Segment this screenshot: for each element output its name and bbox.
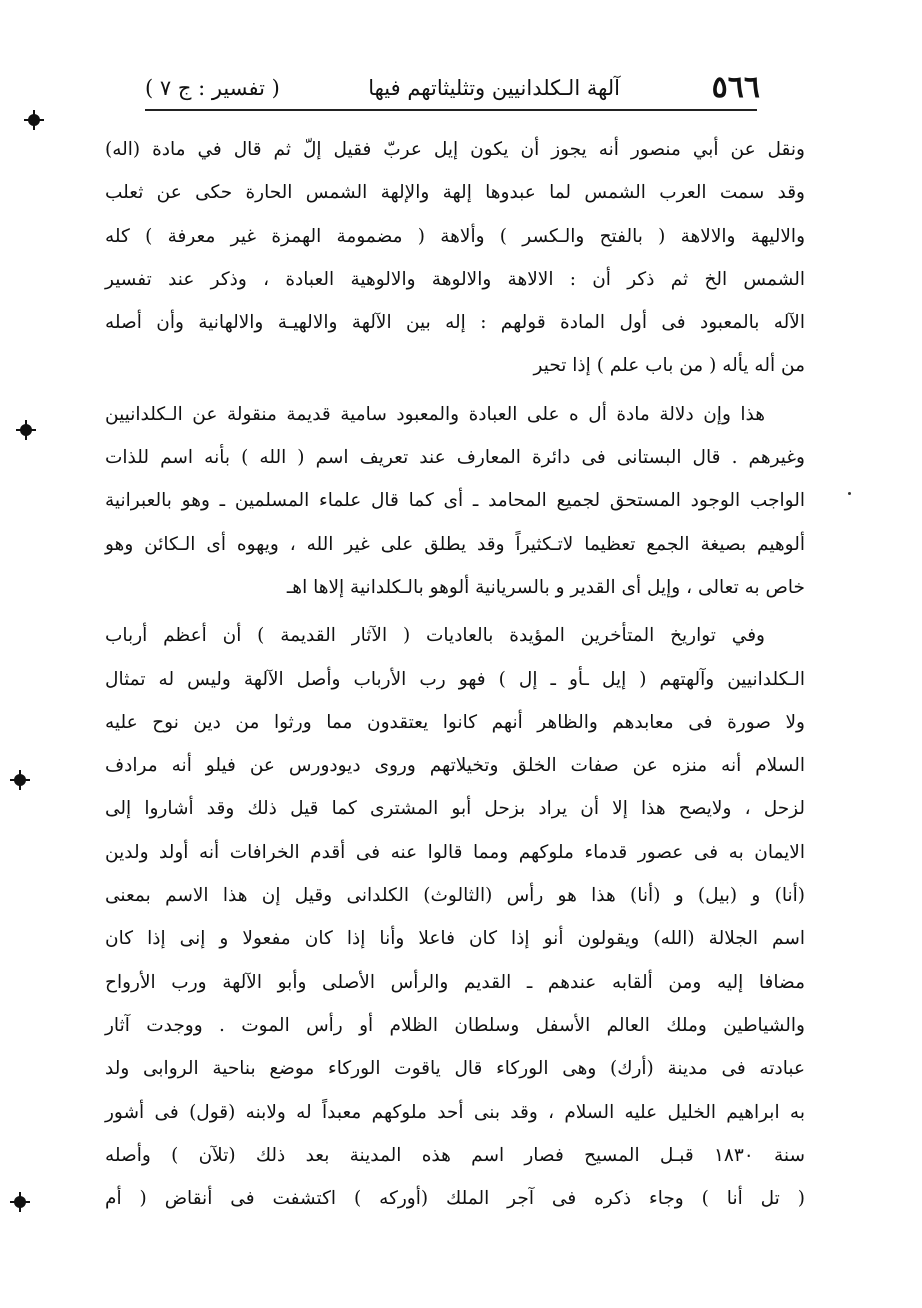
text-line: خاص به تعالى ، وإيل أى القدير و بالسريانية ألوهو بالـكلدانية إلاها اهـ bbox=[286, 576, 805, 598]
text-line: من أله يأله ( من باب علم ) إذا تحير bbox=[533, 355, 805, 377]
text-line: الآله بالمعبود فى أول المادة قولهم : إله بين الآلهة والالهيـة والالهانية وأن أصله bbox=[105, 312, 805, 334]
text-line: الواجب الوجود المستحق لجميع المحامد ـ أى كما قال علماء المسلمين ـ وهو بالعبرانية bbox=[105, 490, 805, 512]
scan-speck bbox=[848, 492, 851, 495]
page-number: ٥٦٦ bbox=[711, 70, 760, 105]
book-reference: ( تفسير : ج ٧ ) bbox=[145, 76, 280, 100]
paragraph bbox=[105, 393, 805, 609]
text-line: وغيرهم . قال البستانى فى دائرة المعارف عند تعريف اسم ( الله ) بأنه اسم للذات bbox=[105, 447, 805, 469]
body-text bbox=[105, 128, 805, 1225]
paragraph bbox=[105, 128, 805, 388]
margin-ink-mark bbox=[20, 424, 32, 436]
text-line: الايمان به فى عصور قدماء ملوكهم ومما قالوا عنه فى أقدم الخرافات أنه أولد ولدين bbox=[105, 841, 805, 863]
text-line: الشمس الخ ثم ذكر أن : الالاهة والالوهة والالوهية العبادة ، وذكر عند تفسير bbox=[105, 268, 805, 290]
margin-ink-mark bbox=[28, 114, 40, 126]
text-line: عبادته فى مدينة (أرك) وهى الوركاء قال ياقوت الوركاء موضع بناحية الروابى ولد bbox=[105, 1058, 805, 1080]
text-line: وقد سمت العرب الشمس لما عبدوها إلهة والإلهة الشمس الحارة حكى عن ثعلب bbox=[105, 182, 805, 204]
paragraph bbox=[105, 614, 805, 1220]
text-line: مضافا إليه ومن ألقابه عندهم ـ القديم والرأس الأصلى وأبو الآلهة ورب الأرواح bbox=[105, 971, 805, 993]
header-rule bbox=[145, 109, 757, 111]
text-line: الـكلدانيين وآلهتهم ( إيل ـأو ـ إل ) فهو رب الأرباب وأصل الآلهة وليس له تمثال bbox=[105, 668, 805, 690]
margin-ink-mark bbox=[14, 1196, 26, 1208]
margin-ink-mark bbox=[14, 774, 26, 786]
text-line: ألوهيم بصيغة الجمع تعظيما لاتـكثيراً وقد يطلق على غير الله ، ويهوه أى الـكائن وهو bbox=[105, 533, 805, 555]
text-line: اسم الجلالة (الله) ويقولون أنو إذا كان فاعلا وأنا إذا كان مفعولا و إنى إذا كان bbox=[105, 928, 805, 950]
text-line: ونقل عن أبي منصور أنه يجوز أن يكون إيل عربّ فقيل إلّ ثم قال في مادة (اله) bbox=[105, 139, 805, 160]
text-line: والشياطين وملك العالم الأسفل وسلطان الظلام أو رأس الموت . ووجدت آثار bbox=[105, 1014, 805, 1036]
text-line: والاليهة والالاهة ( بالفتح والـكسر ) وألاهة ( مضمومة الهمزة غير معرفة ) كله bbox=[105, 225, 805, 247]
text-line: ولا صورة فى معابدهم والظاهر أنهم كانوا يعتقدون مما ورثوا من دين نوح عليه bbox=[105, 711, 805, 733]
text-line: (أنا) و (بيل) و (أنا) هذا هو رأس (الثالوث) الكلدانى وقيل إن هذا الاسم بمعنى bbox=[105, 885, 805, 907]
text-line: وفي تواريخ المتأخرين المؤيدة بالعاديات ( الآثار القديمة ) أن أعظم أرباب bbox=[105, 625, 765, 647]
running-head bbox=[145, 68, 760, 108]
text-line: لزحل ، ولايصح هذا إلا أن يراد بزحل أبو المشترى كما قيل ذلك وقد أشاروا إلى bbox=[105, 798, 805, 820]
chapter-title: آلهة الـكلدانيين وتثليثاتهم فيها bbox=[368, 76, 620, 100]
text-line: به ابراهيم الخليل عليه السلام ، وقد بنى أحد ملوكهم معبداً له ولابنه (قول) فى أشور bbox=[105, 1101, 805, 1123]
text-line: ( تل أنا ) وجاء ذكره فى آجر الملك (أوركه ) اكتشفت فى أنقاض ( أم bbox=[105, 1188, 805, 1210]
text-line: هذا وإن دلالة مادة أل ه على العبادة والمعبود سامية قديمة منقولة عن الـكلدانيين bbox=[105, 403, 765, 425]
text-line: السلام أنه منزه عن صفات الخلق وتخيلاتهم وروى ديودورس عن فيلو أنه مرادف bbox=[105, 755, 805, 777]
text-line: سنة ١٨٣٠ قبـل المسيح فصار اسم هذه المدينة بعد ذلك (تلآن ) وأصله bbox=[105, 1144, 806, 1166]
